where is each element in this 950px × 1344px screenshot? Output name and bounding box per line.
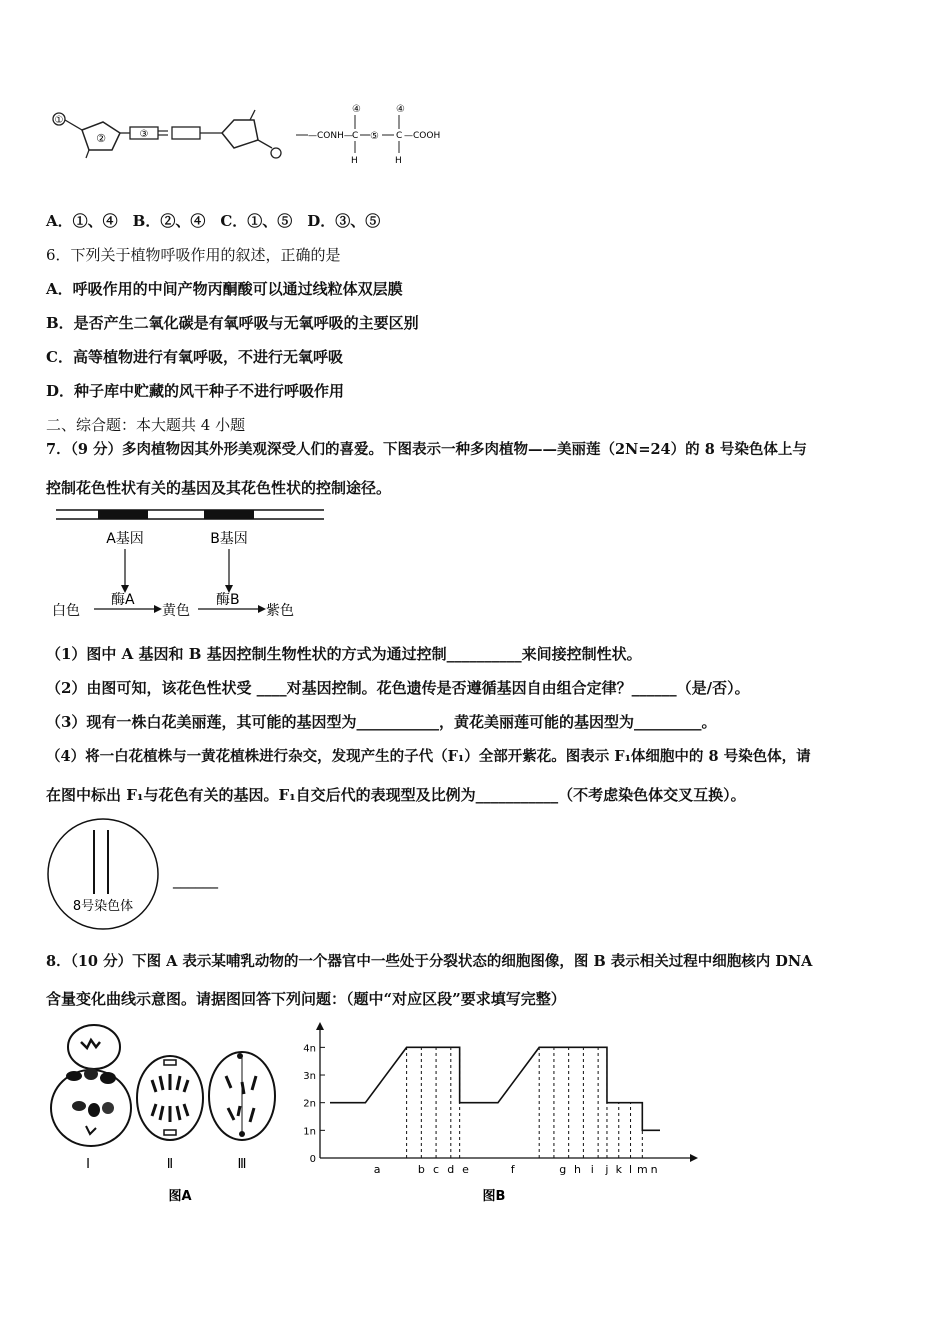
q7-sub4-line1: （4）将一白花植株与一黄花植株进行杂交，发现产生的子代（F₁）全部开紫花。图表示 F₁体细胞中的 8 号染色体，请 — [46, 748, 811, 765]
y-axis-arrow — [316, 1022, 324, 1030]
x-tick-label: a — [373, 1163, 381, 1176]
q6-option-d: D．种子库中贮藏的风干种子不进行呼吸作用 — [46, 382, 345, 400]
q7-sub3: （3）现有一株白花美丽莲，其可能的基因型为___________，黄花美丽莲可能的基因型为_________。 — [46, 713, 717, 731]
q8-stem-line1: 8．（10 分）下图 A 表示某哺乳动物的一个器官中一些处于分裂状态的细胞图像，图 B 表示相关过程中细胞核内 DNA — [46, 953, 813, 970]
x-tick-label: e — [462, 1163, 469, 1176]
q6-option-a: A．呼吸作用的中间产物丙酮酸可以通过线粒体双层膜 — [46, 280, 403, 298]
yellow-label: 黄色 — [162, 603, 190, 619]
white-label: 白色 — [52, 603, 80, 619]
box-base — [172, 127, 200, 139]
gene-a-label: A基因 — [106, 531, 144, 547]
purple-label: 紫色 — [266, 603, 294, 619]
x-tick-label: k — [615, 1163, 622, 1176]
cell-2-label: Ⅱ — [166, 1157, 174, 1172]
h-label-2: H — [395, 156, 402, 166]
y-tick-label: 4n — [303, 1043, 316, 1055]
cell-2 — [137, 1056, 203, 1172]
carbon-1: C — [352, 131, 359, 141]
chromosome-8-label: 8号染色体 — [72, 899, 134, 914]
x-tick-label: j — [605, 1163, 609, 1176]
y-tick-label: 3n — [303, 1071, 316, 1083]
x-tick-label: b — [417, 1163, 425, 1176]
h-label-1: H — [351, 156, 358, 166]
q7-gene-pathway-figure — [46, 505, 336, 625]
pentose-ring-right — [222, 120, 258, 148]
label-circle-1 — [53, 113, 65, 126]
q6-stem: 6．下列关于植物呼吸作用的叙述，正确的是 — [46, 246, 341, 264]
conh-label: —CONH— — [308, 131, 353, 141]
enzyme-a-label: 酶A — [111, 592, 135, 608]
q6-option-b: B．是否产生二氧化碳是有氧呼吸与无氧呼吸的主要区别 — [46, 314, 419, 332]
y-tick-label: 0 — [309, 1154, 316, 1165]
q8-stem-line2: 含量变化曲线示意图。请据图回答下列问题：（题中“对应区段”要求填写完整） — [46, 990, 566, 1008]
gene-b-label: B基因 — [210, 531, 248, 547]
section-2-title: 二、综合题：本大题共 4 小题 — [46, 416, 246, 434]
q7-stem-line1: 7．（9 分）多肉植物因其外形美观深受人们的喜爱。下图表示一种多肉植物——美丽莲（2N=24）的 8 号染色体上与 — [46, 441, 807, 458]
q6-option-c: C．高等植物进行有氧呼吸，不进行无氧呼吸 — [46, 348, 343, 366]
cooh-label: —COOH — [404, 131, 441, 141]
q7-sub2: （2）由图可知，该花色性状受 ____对基因控制。花色遗传是否遵循基因自由组合定律？______（是/否）。 — [46, 679, 750, 697]
gene-a-band — [98, 510, 148, 519]
cell-3-label: Ⅲ — [237, 1157, 247, 1172]
x-tick-label: d — [447, 1163, 455, 1176]
phosphate-circle — [271, 148, 281, 158]
q7-sub1: （1）图中 A 基因和 B 基因控制生物性状的方式为通过控制__________来间接控制性状。 — [46, 645, 642, 663]
label-circle-4b: ④ — [396, 104, 405, 115]
q7-stem-line2: 控制花色性状有关的基因及其花色性状的控制途径。 — [46, 479, 392, 497]
gene-b-band — [204, 510, 254, 519]
figure-a-caption: 图A — [168, 1189, 192, 1204]
svg-text:①: ① — [54, 115, 64, 126]
label-circle-4a: ④ — [352, 104, 361, 115]
dna-series-line — [330, 1047, 660, 1130]
y-tick-label: 1n — [303, 1126, 316, 1138]
x-tick-label: l — [629, 1163, 633, 1176]
x-tick-label: h — [574, 1163, 581, 1176]
figure-b-caption: 图B — [482, 1189, 506, 1204]
x-tick-label: i — [590, 1163, 594, 1176]
q5-structure-figure — [46, 100, 456, 180]
x-tick-label: n — [650, 1163, 658, 1176]
label-circle-3: ③ — [139, 129, 149, 140]
label-circle-5: ⑤ — [370, 131, 379, 142]
figure-a-cells — [46, 1022, 286, 1212]
cell-1 — [51, 1025, 131, 1172]
chromosome-8-circle-figure — [46, 818, 246, 933]
enzyme-b-label: 酶B — [216, 592, 240, 608]
x-tick-label: g — [559, 1163, 567, 1176]
figure-b-dna-chart — [290, 1020, 710, 1210]
x-tick-label: c — [433, 1163, 440, 1176]
x-axis-arrow — [690, 1154, 698, 1162]
q7-sub4-line2: 在图中标出 F₁与花色有关的基因。F₁自交后代的表现型及比例为___________（不考虑染色体交叉互换）。 — [46, 786, 746, 804]
cell-1-label: Ⅰ — [86, 1157, 90, 1172]
x-tick-label: m — [636, 1163, 648, 1176]
carbon-2: C — [396, 131, 403, 141]
x-tick-label: f — [510, 1163, 515, 1176]
cell-3 — [209, 1052, 275, 1172]
q5-options: A．①、④ B．②、④ C．①、⑤ D．③、⑤ — [46, 212, 381, 230]
y-tick-label: 2n — [303, 1098, 316, 1110]
answer-blank: ______ — [173, 871, 218, 889]
label-circle-2: ② — [96, 132, 106, 145]
